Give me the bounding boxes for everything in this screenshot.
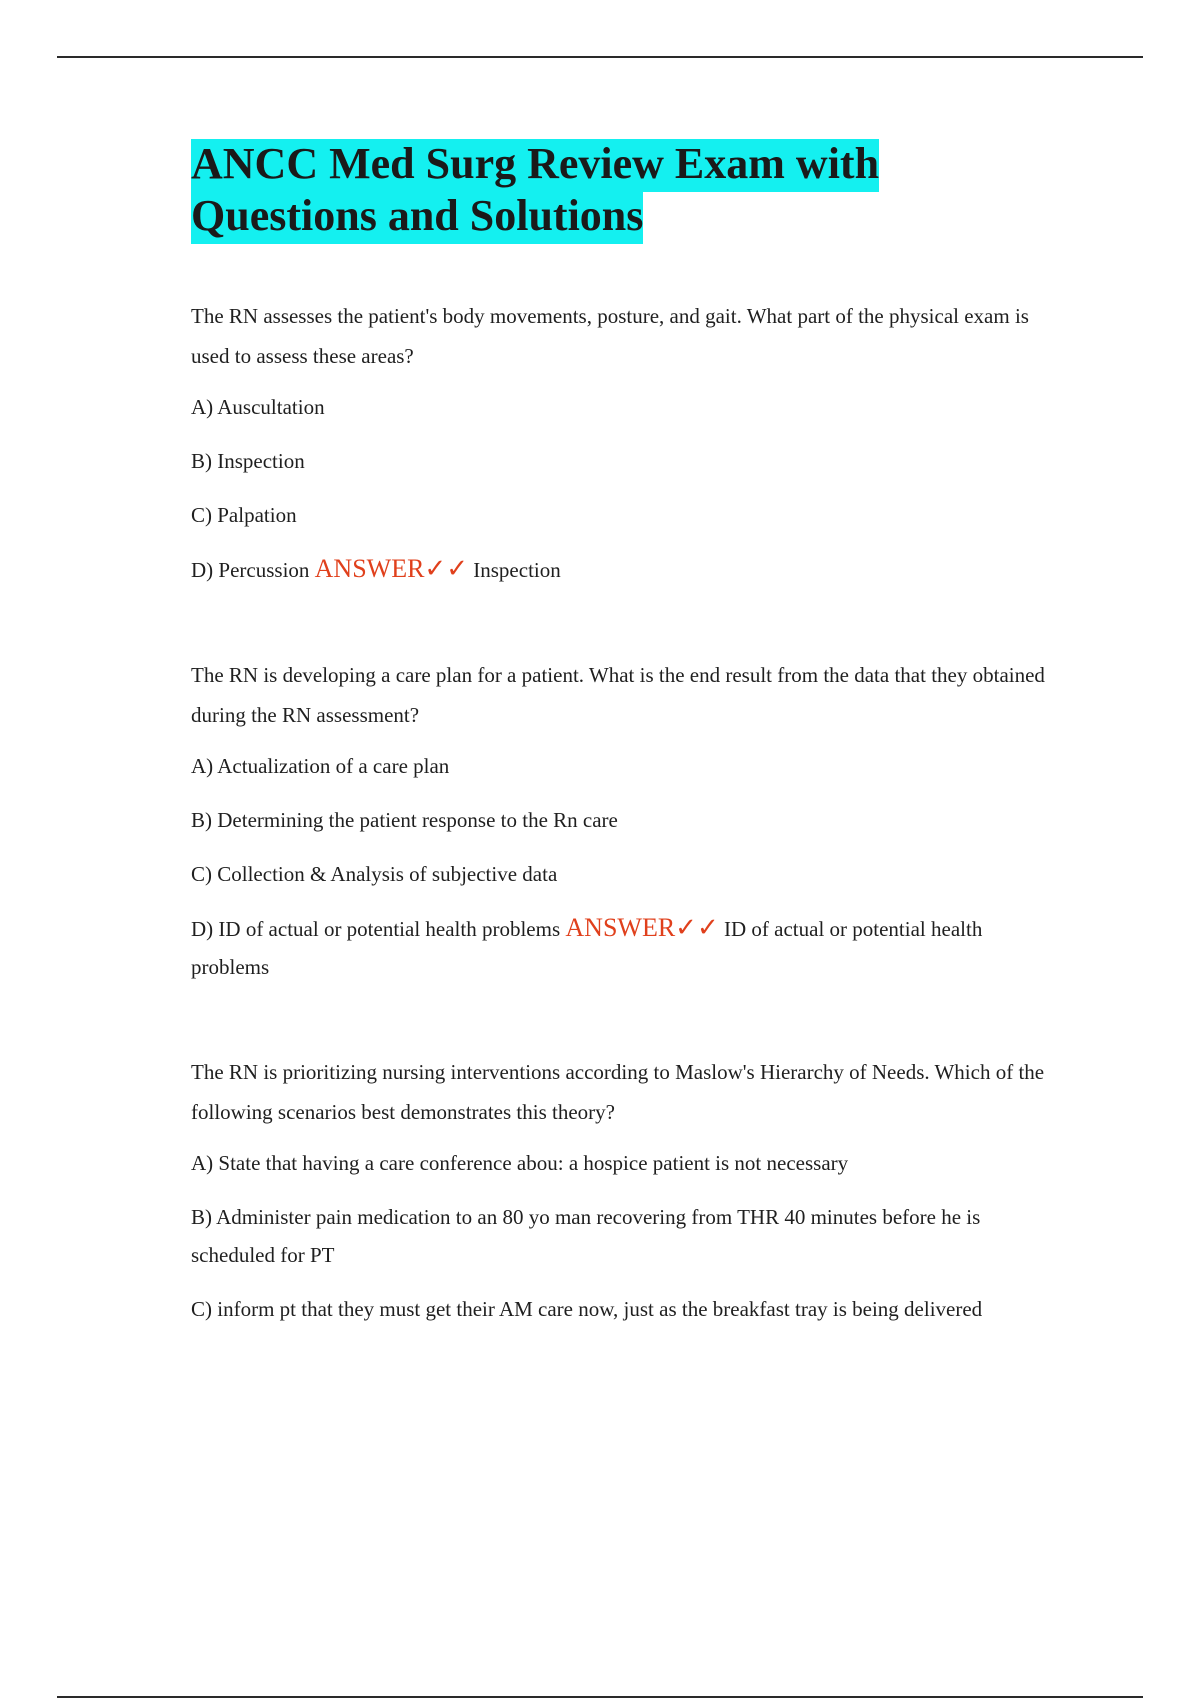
question-text: The RN assesses the patient's body movements, posture, and gait. What part of the physical exam is used to assess these areas? <box>191 304 1029 368</box>
answer-text: ID of actual or potential health problems <box>191 917 983 979</box>
title-highlight: ANCC Med Surg Review Exam with Questions and Solutions <box>191 139 879 244</box>
answer-text: Inspection <box>473 558 561 582</box>
question-spacer <box>191 1002 1051 1052</box>
question-spacer <box>191 605 1051 655</box>
option-b: B) Determining the patient response to the Rn care <box>191 808 618 832</box>
question-3 <box>191 1052 1051 1328</box>
option-d: D) ID of actual or potential health problems <box>191 917 561 941</box>
document-body <box>191 138 1051 1344</box>
option-b: B) Administer pain medication to an 80 yo man recovering from THR 40 minutes before he is scheduled for PT <box>191 1205 981 1267</box>
document-title <box>191 138 1051 242</box>
option-d-with-answer <box>191 909 1051 986</box>
question-text: The RN is prioritizing nursing interventions according to Maslow's Hierarchy of Needs. Which of the following scenarios best demonstrates this theory? <box>191 1060 1045 1124</box>
option-c: C) Palpation <box>191 503 297 527</box>
option-a: A) Actualization of a care plan <box>191 754 450 778</box>
option-d: D) Percussion <box>191 558 310 582</box>
page-top-rule <box>57 56 1143 58</box>
option-c: C) inform pt that they must get their AM care now, just as the breakfast tray is being delivered <box>191 1297 983 1321</box>
option-a: A) Auscultation <box>191 395 325 419</box>
answer-label: ANSWER✓✓ <box>314 554 469 583</box>
option-d-with-answer <box>191 550 1051 589</box>
page-bottom-rule <box>57 1696 1143 1698</box>
answer-label: ANSWER✓✓ <box>565 913 719 942</box>
question-1 <box>191 296 1051 589</box>
question-text: The RN is developing a care plan for a patient. What is the end result from the data that they obtained during the RN assessment? <box>191 663 1045 727</box>
question-2 <box>191 655 1051 986</box>
option-a: A) State that having a care conference abou: a hospice patient is not necessary <box>191 1151 849 1175</box>
option-b: B) Inspection <box>191 449 305 473</box>
option-c: C) Collection & Analysis of subjective data <box>191 862 558 886</box>
